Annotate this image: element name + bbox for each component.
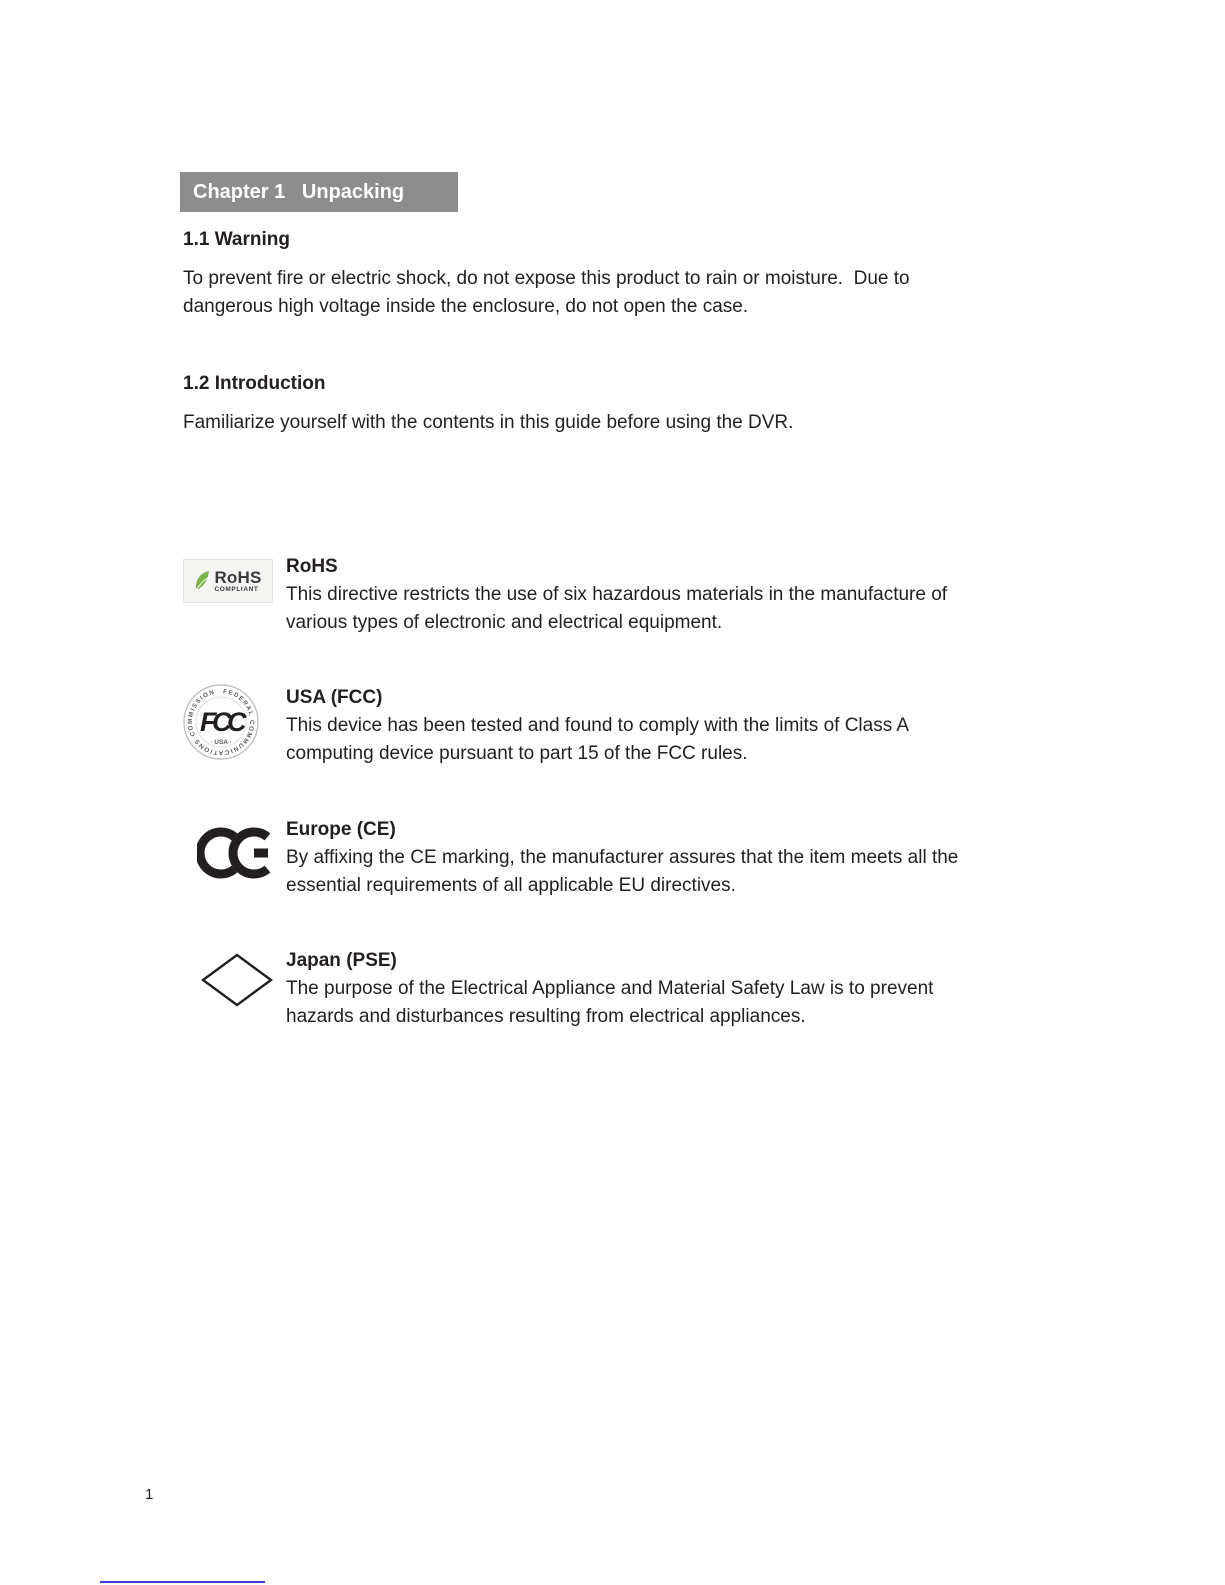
fcc-usa-text: · USA · [210,739,232,746]
pse-diamond-logo [201,953,286,1016]
ce-icon-column [183,816,286,900]
section-introduction-title: 1.2 Introduction [183,373,326,394]
compliance-list [183,553,978,1031]
ce-title: Europe (CE) [286,819,396,840]
rohs-text-column [286,553,978,637]
fcc-seal-logo [183,684,286,769]
fcc-ring-text: FEDERAL COMMUNICATIONS COMMISSION [186,688,256,757]
pse-title: Japan (PSE) [286,950,397,971]
rohs-title: RoHS [286,556,338,577]
compliance-row-fcc [183,684,978,769]
compliance-row-rohs [183,553,978,637]
fcc-seal-icon [183,684,259,760]
pse-body: The purpose of the Electrical Appliance and Material Safety Law is to prevent hazards and disturbances resulting from electrical appliances. [286,978,939,1027]
rohs-body: This directive restricts the use of six hazardous materials in the manufacture of various types of electronic and electrical equipment. [286,584,953,633]
footer-link-underline [100,1581,265,1583]
page-number: 1 [145,1486,154,1503]
fcc-title: USA (FCC) [286,687,383,708]
compliance-row-pse [183,947,978,1031]
rohs-logo-text-block [214,569,261,594]
section-warning [183,226,978,321]
section-introduction-body: Familiarize yourself with the contents in this guide before using the DVR. [183,412,794,433]
ce-mark-logo [197,824,286,891]
rohs-icon-column [183,553,286,637]
leaf-icon [194,570,211,592]
ce-mark-icon [197,824,277,882]
section-warning-title: 1.1 Warning [183,229,290,250]
fcc-icon-column [183,684,286,769]
pse-text-column [286,947,978,1031]
rohs-logo-text: RoHS [214,567,262,587]
fcc-text-column [286,684,978,769]
section-warning-body: To prevent fire or electric shock, do not expose this product to rain or moisture. Due to dangerous high voltage inside the enclosure, do not open the case. [183,268,915,317]
page-content [183,226,978,1078]
ce-text-column [286,816,978,900]
pse-icon-column [183,947,286,1031]
rohs-logo-subtext: COMPLIANT [214,585,259,593]
chapter-header: Chapter 1 Unpacking [180,172,458,212]
pse-diamond-icon [201,953,273,1007]
ce-body: By affixing the CE marking, the manufacturer assures that the item meets all the essential requirements of all applicable EU directives. [286,847,964,896]
fcc-letters: FCC [200,707,242,737]
section-introduction [183,370,978,437]
compliance-row-ce [183,816,978,900]
fcc-body: This device has been tested and found to comply with the limits of Class A computing device pursuant to part 15 of the FCC rules. [286,715,914,764]
rohs-compliant-logo [183,559,273,603]
